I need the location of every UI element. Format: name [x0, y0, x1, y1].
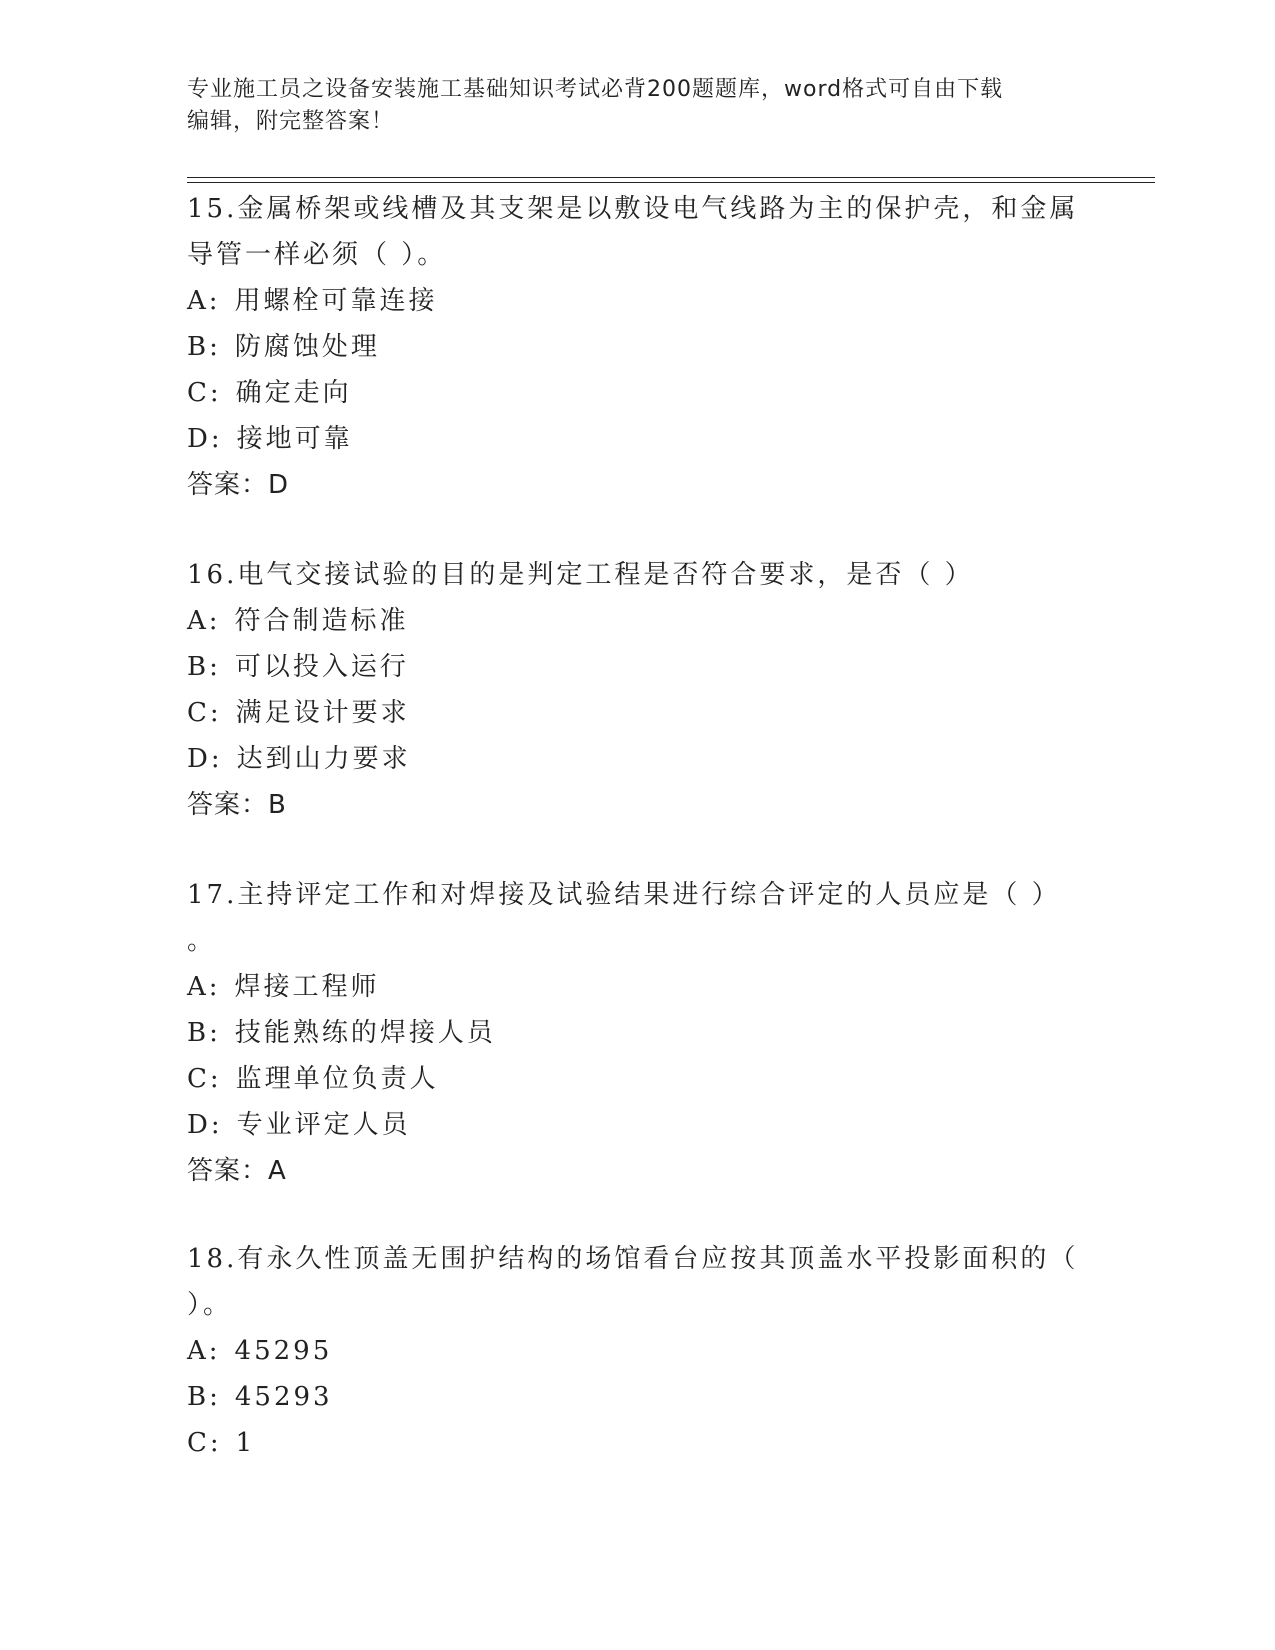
- option-c: [187, 1056, 1087, 1102]
- option-text: 确定走向: [235, 378, 352, 408]
- option-text: 专业评定人员: [236, 1110, 411, 1140]
- option-text: 符合制造标准: [234, 606, 409, 636]
- option-letter: D:: [187, 1110, 223, 1140]
- question-stem-line: 16.电气交接试验的目的是判定工程是否符合要求，是否（ ）: [187, 560, 974, 590]
- header-divider-top: [187, 177, 1155, 178]
- option-letter: C:: [187, 1064, 222, 1094]
- option-c: [187, 370, 1087, 416]
- option-d: [187, 416, 1087, 462]
- option-b: [187, 324, 1087, 370]
- answer-line: 答案：A: [187, 1156, 287, 1186]
- option-text: 焊接工程师: [234, 972, 380, 1002]
- option-d: [187, 736, 1087, 782]
- option-a: [187, 598, 1087, 644]
- document-header: [187, 74, 1087, 138]
- header-title-line-1: 专业施工员之设备安装施工基础知识考试必背200题题库，word格式可自由下载: [187, 77, 1004, 102]
- option-a: [187, 278, 1087, 324]
- answer-line: 答案：D: [187, 470, 290, 500]
- option-text: 用螺栓可靠连接: [234, 286, 438, 316]
- question-stem-line: 15.金属桥架或线槽及其支架是以敷设电气线路为主的保护壳，和金属: [187, 194, 1079, 224]
- question-17: [187, 872, 1087, 1194]
- option-letter: D:: [187, 424, 223, 454]
- option-letter: A:: [187, 606, 221, 636]
- question-18: [187, 1236, 1087, 1466]
- option-text: 可以投入运行: [234, 652, 409, 682]
- option-text: 45295: [234, 1336, 333, 1366]
- answer-line: 答案：B: [187, 790, 287, 820]
- header-title-line-2: 编辑，附完整答案！: [187, 109, 395, 134]
- option-b: [187, 644, 1087, 690]
- question-stem-line: 17.主持评定工作和对焊接及试验结果进行综合评定的人员应是（ ）: [187, 880, 1061, 910]
- question-stem-line: 导管一样必须（ ）。: [187, 240, 447, 270]
- option-letter: B:: [187, 1382, 221, 1412]
- option-letter: C:: [187, 378, 222, 408]
- option-text: 达到山力要求: [236, 744, 411, 774]
- option-b: [187, 1010, 1087, 1056]
- option-b: [187, 1374, 1087, 1420]
- option-text: 防腐蚀处理: [234, 332, 380, 362]
- option-letter: B:: [187, 652, 221, 682]
- option-text: 监理单位负责人: [235, 1064, 439, 1094]
- option-a: [187, 964, 1087, 1010]
- option-a: [187, 1328, 1087, 1374]
- question-stem-line: 18.有永久性顶盖无围护结构的场馆看台应按其顶盖水平投影面积的（: [187, 1244, 1079, 1274]
- option-letter: D:: [187, 744, 223, 774]
- option-letter: C:: [187, 698, 222, 728]
- header-divider-bottom: [187, 182, 1155, 183]
- option-letter: B:: [187, 1018, 221, 1048]
- question-stem-line: 。: [187, 926, 217, 956]
- option-d: [187, 1102, 1087, 1148]
- question-15: [187, 186, 1087, 508]
- option-text: 接地可靠: [236, 424, 353, 454]
- option-text: 1: [235, 1428, 256, 1458]
- option-letter: A:: [187, 286, 221, 316]
- option-letter: A:: [187, 1336, 221, 1366]
- option-text: 满足设计要求: [235, 698, 410, 728]
- option-text: 技能熟练的焊接人员: [234, 1018, 496, 1048]
- option-c: [187, 1420, 1087, 1466]
- option-text: 45293: [234, 1382, 333, 1412]
- question-stem-line: ）。: [187, 1290, 233, 1320]
- option-c: [187, 690, 1087, 736]
- option-letter: A:: [187, 972, 221, 1002]
- option-letter: C:: [187, 1428, 222, 1458]
- option-letter: B:: [187, 332, 221, 362]
- question-16: [187, 552, 1087, 828]
